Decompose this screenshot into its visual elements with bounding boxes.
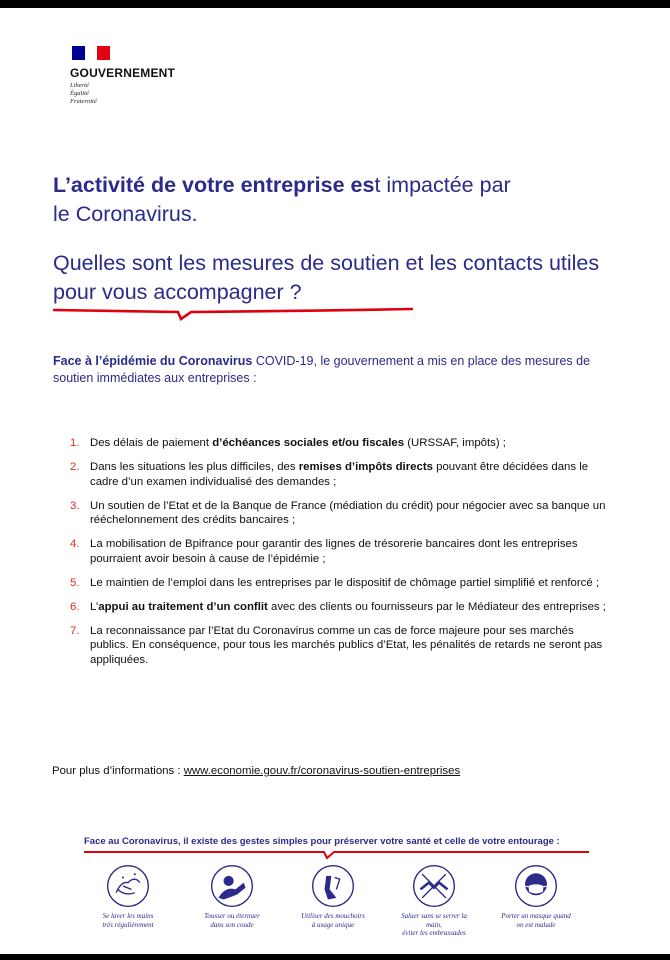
gesture-item: [394, 864, 474, 938]
no-handshake-icon: [412, 864, 456, 908]
gesture-item: [293, 864, 373, 929]
gesture-caption: [88, 912, 168, 929]
measure-item: [70, 600, 615, 615]
gesture-caption-line: dans son coude: [210, 920, 254, 929]
measure-text-part: La mobilisation de Bpifrance pour garantir des lignes de trésorerie bancaires dont les entreprises pourraient avoir besoin à cause de l’épidémie ;: [90, 538, 578, 565]
motto: [70, 82, 175, 106]
measure-item: [70, 436, 615, 451]
measure-text-part: Dans les situations les plus difficiles, des: [90, 461, 299, 473]
title-line2: le Coronavirus.: [53, 202, 198, 226]
measure-text: [90, 460, 615, 489]
hand-washing-icon: [106, 864, 150, 908]
motto-line: Liberté: [70, 82, 89, 89]
intro-paragraph: [53, 353, 628, 387]
motto-line: Égalité: [70, 90, 89, 97]
page-title: [53, 171, 633, 229]
title-bold: L’activité de votre entreprise es: [53, 173, 375, 197]
gesture-caption: [394, 912, 474, 938]
tissue-icon: [311, 864, 355, 908]
gesture-caption-line: Tousser ou éternuer: [204, 912, 260, 920]
gesture-caption-line: éviter les embrassades: [402, 929, 466, 937]
title-rest: t impactée par: [374, 173, 511, 197]
measure-text: [90, 624, 615, 668]
more-info: [52, 765, 460, 777]
flag-icon: [72, 46, 110, 60]
intro-bold: Face à l’épidémie du Coronavirus: [53, 354, 253, 368]
motto-line: Fraternité: [70, 98, 97, 105]
gesture-item: [496, 864, 576, 929]
measure-text-part: Le maintien de l’emploi dans les entreprises par le dispositif de chômage partiel simplifié et renforcé ;: [90, 576, 600, 589]
page-question: Quelles sont les mesures de soutien et les contacts utiles pour vous accompagner ?: [53, 251, 600, 304]
gesture-caption: [192, 912, 272, 929]
government-logo: [70, 46, 175, 106]
gesture-item: [88, 864, 168, 929]
brand-name: GOUVERNEMENT: [70, 66, 176, 80]
measure-number: 7.: [70, 624, 80, 637]
gesture-caption-line: Se laver les mains: [102, 912, 154, 920]
gesture-caption-line: à usage unique: [311, 920, 355, 929]
measure-number: 1.: [70, 437, 80, 449]
measure-text-bold: d’échéances sociales et/ou fiscales: [212, 437, 405, 449]
cough-elbow-icon: [210, 864, 254, 908]
gesture-caption: [496, 912, 576, 929]
measure-text-bold: appui au traitement d’un conflit: [98, 600, 268, 613]
measure-item: [70, 537, 615, 566]
flag-white: [85, 46, 98, 60]
measure-text: [90, 600, 615, 615]
measure-number: 2.: [70, 461, 80, 473]
measure-text: [90, 436, 615, 451]
gesture-caption-line: Porter un masque quand: [501, 912, 571, 920]
intro-rest: COVID-19, le gouvernement a mis en place des mesures de soutien immédiates aux entreprises :: [53, 354, 591, 385]
measure-text: [90, 537, 615, 566]
measure-text-bold: remises d’impôts directs: [298, 461, 433, 473]
gesture-item: [192, 864, 272, 929]
measure-text-part: pouvant être décidées dans le cadre d’un examen individualisé des demandes ;: [90, 461, 589, 488]
gesture-caption-line: très régulièrement: [102, 920, 154, 929]
measure-text-part: Des délais de paiement: [90, 437, 213, 449]
more-info-link[interactable]: www.economie.gouv.fr/coronavirus-soutien-entreprises: [183, 765, 461, 777]
measure-text-part: (URSSAF, impôts) ;: [404, 437, 506, 449]
document-page: [0, 8, 670, 954]
measure-text-part: La reconnaissance par l’Etat du Coronavirus comme un cas de force majeure pour ses marchés publics. En conséquence, pour tous les marchés publics d’Etat, les pénalités de retards ne seront pas appliquées.: [90, 624, 603, 666]
face-mask-icon: [514, 864, 558, 908]
gesture-caption-line: on est malade: [516, 920, 556, 929]
measure-item: [70, 460, 615, 489]
gestures-section: [84, 836, 589, 937]
measure-text: [90, 499, 615, 528]
measure-item: [70, 576, 615, 591]
measure-item: [70, 624, 615, 668]
gestures-underline: [84, 850, 589, 860]
gesture-caption-line: Saluer sans se serrer la main,: [401, 912, 467, 929]
measure-text-part: L’: [90, 600, 99, 613]
measure-number: 3.: [70, 499, 80, 512]
gestures-title: Face au Coronavirus, il existe des gestes simples pour préserver votre santé et celle de votre entourage :: [84, 836, 560, 847]
measures-list: [70, 436, 615, 677]
measure-text-part: avec des clients ou fournisseurs par le Médiateur des entreprises ;: [267, 600, 606, 613]
more-info-label: Pour plus d’informations :: [52, 765, 184, 777]
gestures-icons: [84, 864, 589, 954]
measure-number: 6.: [70, 600, 80, 613]
measure-text-part: Un soutien de l’Etat et de la Banque de France (médiation du crédit) pour négocier avec sa banque un rééchelonnement des crédits bancaires ;: [90, 499, 606, 526]
gesture-caption-line: Utiliser des mouchoirs: [301, 912, 365, 920]
measure-text: [90, 576, 615, 591]
flag-red: [97, 46, 110, 60]
measure-item: [70, 499, 615, 528]
flag-blue: [72, 46, 85, 60]
measure-number: 4.: [70, 538, 80, 550]
red-underline: [53, 306, 413, 324]
measure-number: 5.: [70, 576, 80, 589]
gesture-caption: [293, 912, 373, 929]
